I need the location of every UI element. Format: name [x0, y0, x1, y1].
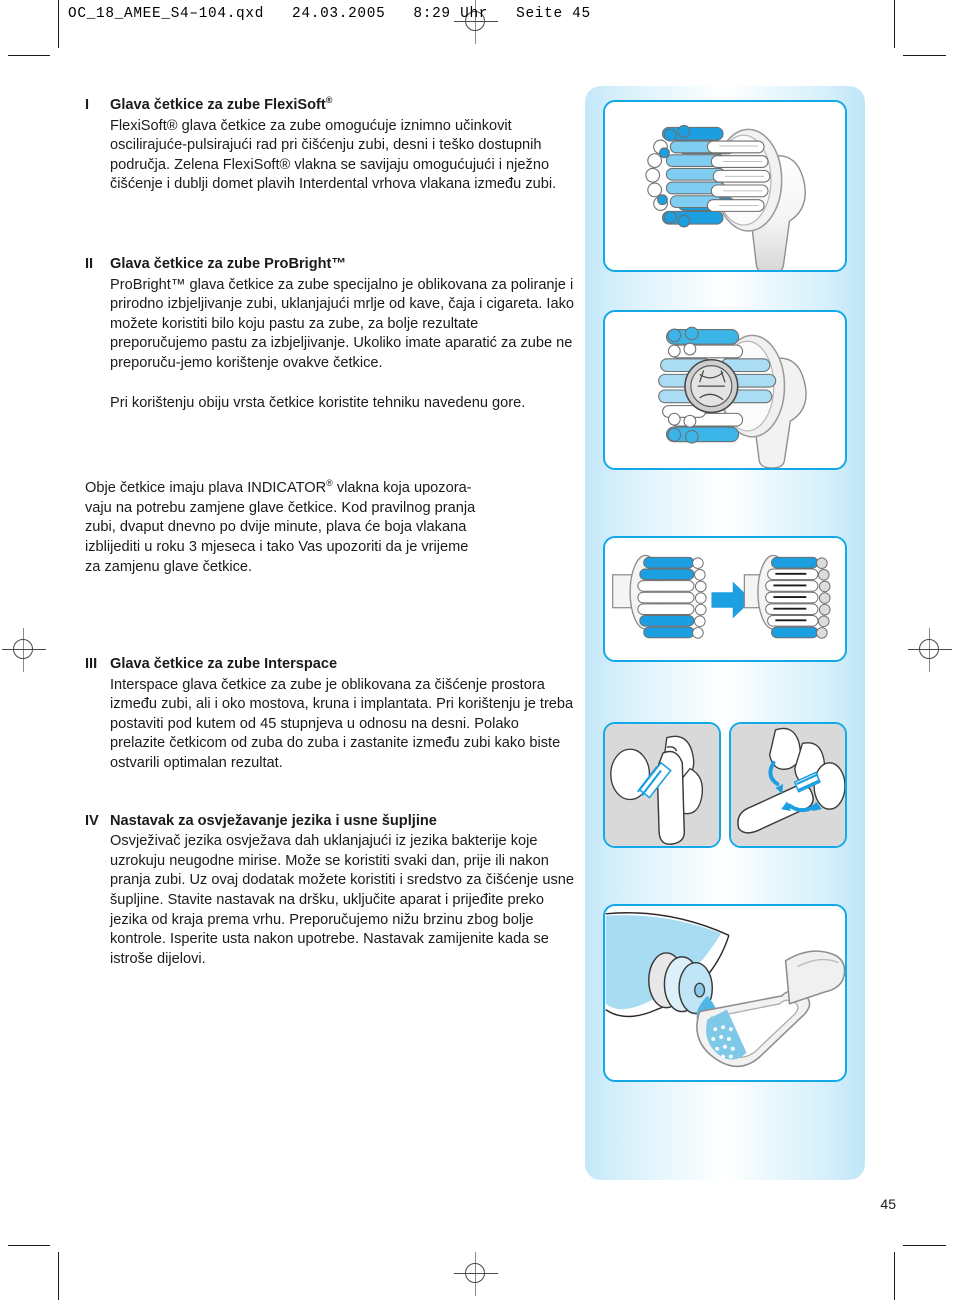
section-interspace	[85, 655, 575, 774]
section-title: Glava četkice za zube Interspace	[110, 656, 338, 673]
figure-tongue-cleaner-rinse	[603, 904, 847, 1082]
registration-mark-left	[2, 628, 46, 672]
section-numeral: II	[85, 255, 94, 272]
file-header-line: OC_18_AMEE_S4–104.qxd 24.03.2005 8:29 Uhr Seite 45	[68, 6, 591, 22]
spacer	[85, 774, 575, 812]
section-numeral: I	[85, 97, 90, 113]
figure-interspace-motion	[729, 722, 847, 848]
section-numeral: III	[85, 656, 98, 673]
section-body: Osvježivač jezika osvježava dah uklanjajući iz jezika bakterije koje uzrokuju neugodne mirise. Može se koristiti svaki dan, prije ili nakon pranja zubi. Uz ovaj dodatak možete koristiti i sredstvo za čišćenje usne šupljine. Stavite nastavak na dršku, uključite aparat i prijeđite preko jezika od kraja prema vrhu. Preporučujemo nižu brzinu zbog bolje kontrole. Isperite usta nakon upotrebe. Nastavak zamijenite kada se istroše dijelovi.	[110, 833, 574, 967]
registered-mark: ®	[326, 478, 333, 489]
section-note: Pri korištenju obiju vrsta četkice koristite tehniku navedenu gore.	[110, 394, 526, 411]
crop-mark-bottom-left	[8, 1245, 50, 1246]
section-heading	[85, 812, 575, 832]
figure-probright-brush-head	[603, 310, 847, 470]
crop-mark-top-left	[8, 55, 50, 56]
crop-mark-bottom-right	[903, 1245, 946, 1246]
section-heading	[85, 655, 575, 675]
section-title: Nastavak za osvježavanje jezika i usne šupljine	[110, 812, 437, 829]
crop-rule-top-left	[58, 0, 59, 48]
illustration-column	[585, 86, 865, 1180]
crop-rule-bottom-left	[58, 1252, 59, 1300]
figure-flexisoft-brush-head	[603, 100, 847, 272]
section-body: FlexiSoft® glava četkice za zube omogućuje iznimno učinkovit oscilirajuće-pulsirajući rad pri čišćenju zubi, desni i teško dostupnih područja. Zelena FlexiSoft® vlakna se savijaju omogućujući i nježno čišćenje i dublji domet plavih Interdental vrhova vlakana između zubi.	[110, 117, 557, 193]
figure-interspace-angle	[603, 722, 721, 848]
section-numeral: IV	[85, 812, 99, 829]
section-flexisoft	[85, 96, 575, 195]
spacer	[85, 195, 575, 255]
crop-rule-bottom-right	[894, 1252, 895, 1300]
spacer	[85, 374, 575, 394]
page-number: 45	[880, 1196, 896, 1212]
section-heading	[85, 255, 575, 275]
section-title: Glava četkice za zube FlexiSoft®	[110, 95, 333, 113]
text-column	[85, 96, 575, 969]
spacer	[85, 413, 575, 479]
crop-rule-top-right	[894, 0, 895, 48]
section-body: Interspace glava četkice za zube je oblikovana za čišćenje prostora između zubi, ali i oko mostova, kruna i implantata. Pri korištenju je treba postaviti pod kutem od 45 stupnjeva u odnosu na desni. Polako prelazite četkicom od zuba do zuba i zastanite između zubi kako biste ostvarili optimalan rezultat.	[110, 676, 574, 772]
registration-mark-bottom	[454, 1252, 498, 1296]
section-body: ProBright™ glava četkice za zube specijalno je oblikovana za poliranje i prirodno izbjeljivanje zubi, uklanjajući mrlje od kave, čaja i cigareta. Iako možete koristiti bilo koju pastu za zube, za bolje rezultate preporučujemo pastu za izbjeljivanje. Ukoliko imate aparatić za zube ne preporuču-jemo korištenje ovakve četkice.	[110, 276, 574, 371]
crop-mark-top-right	[903, 55, 946, 56]
section-tongue-cleaner	[85, 812, 575, 970]
registration-mark-right	[908, 628, 952, 672]
registered-mark: ®	[325, 95, 333, 106]
indicator-paragraph: Obje četkice imaju plava INDICATOR® vlakna koja upozora- vaju na potrebu zamjene glave četkice. Kod pravilnog pranja zubi, dvaput dnevno po dvije minute, plava će boja vlakana izblijediti u roku 3 mjeseca i tako Vas upozoriti da je vrijeme za zamjenu glave četkice.	[85, 478, 476, 575]
section-title: Glava četkice za zube ProBright™	[110, 255, 347, 272]
section-heading	[85, 96, 575, 116]
spacer	[85, 577, 575, 655]
section-probright	[85, 255, 575, 413]
figure-indicator-bristle-fade	[603, 536, 847, 662]
